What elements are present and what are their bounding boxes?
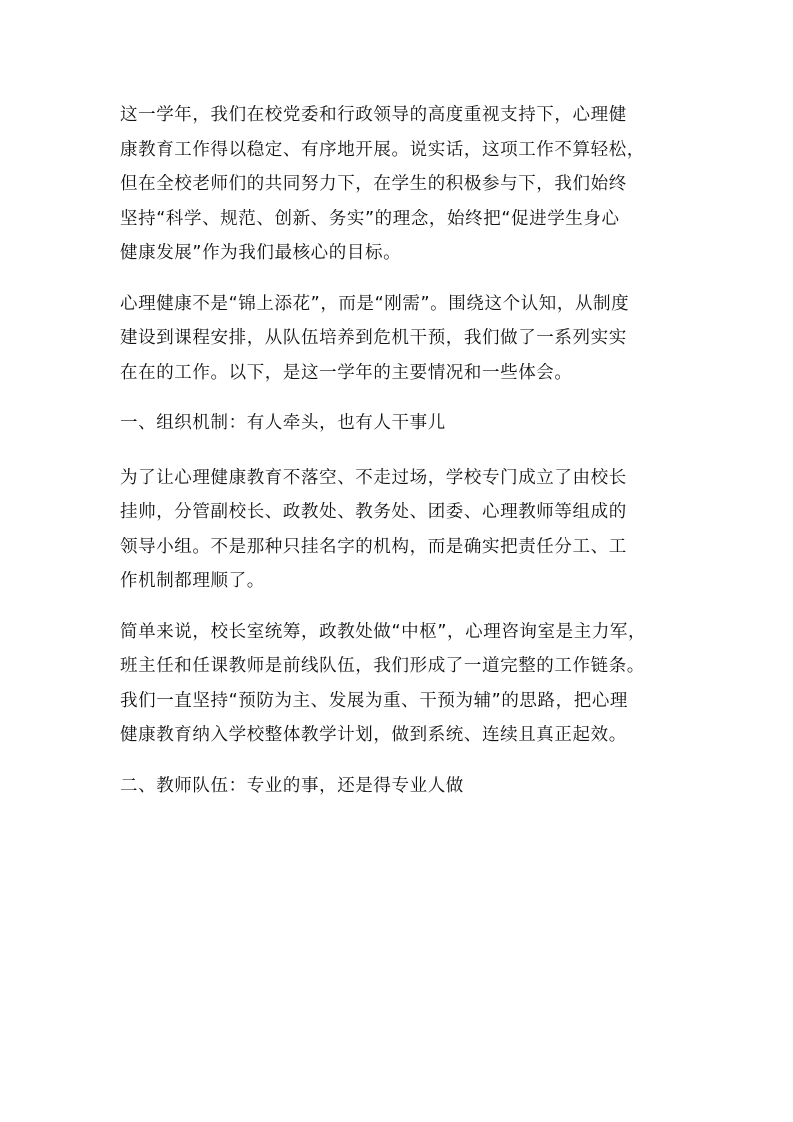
intro-paragraph-2: 心理健康不是“锦上添花”，而是“刚需”。围绕这个认知，从制度 建设到课程安排，从队伍培养到危机干预，我们做了一系列实实 在在的工作。以下，是这一学年的主要情况和一些体会。: [120, 293, 630, 383]
section-1-paragraph-2: 简单来说，校长室统筹，政教处做“中枢”，心理咨询室是主力军， 班主任和任课教师是前线队伍，我们形成了一道完整的工作链条。 我们一直坚持“预防为主、发展为重、干预为辅”的思路，把心理 健康教育纳入学校整体教学计划，做到系统、连续且真正起效。: [120, 621, 647, 745]
section-2-heading: 二、教师队伍：专业的事，还是得专业人做: [120, 775, 464, 796]
section-1-paragraph-1: 为了让心理健康教育不落空、不走过场，学校专门成立了由校长 挂帅，分管副校长、政教处、教务处、团委、心理教师等组成的 领导小组。不是那种只挂名字的机构，而是确实把责任分工、工 作机制都理顺了。: [120, 467, 627, 591]
document-body: [120, 98, 680, 823]
section-1-heading: 一、组织机制：有人牵头，也有人干事儿: [120, 413, 446, 433]
intro-paragraph-1: 这一学年，我们在校党委和行政领导的高度重视支持下，心理健 康教育工作得以稳定、有序地开展。说实话，这项工作不算轻松， 但在全校老师们的共同努力下，在学生的积极参与下，我们始终 坚持“科学、规范、创新、务实”的理念，始终把“促进学生身心 健康发展”作为我们最核心的目标。: [120, 105, 645, 263]
